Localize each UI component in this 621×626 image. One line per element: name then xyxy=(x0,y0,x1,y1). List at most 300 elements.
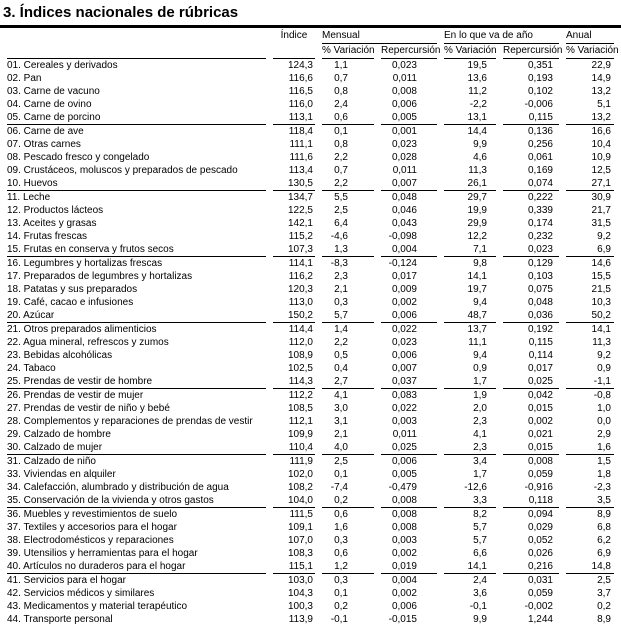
row-label: 13. Aceites y grasas xyxy=(7,218,97,229)
mensual-repercusion-value: 0,004 xyxy=(381,243,437,257)
indice-value: 114,4 xyxy=(288,324,313,335)
mensual-repercusion-value: 0,037 xyxy=(381,375,437,389)
column-group-anual: Anual xyxy=(566,29,614,44)
ytd-variacion-value: 29,7 xyxy=(467,192,487,203)
ytd-repercusion-value: 0,025 xyxy=(503,375,559,389)
table-row xyxy=(7,191,614,204)
ytd-repercusion-value: 0,169 xyxy=(527,165,553,176)
anual-variacion-value: 14,1 xyxy=(591,324,611,335)
anual-variacion-value: 6,9 xyxy=(566,243,614,257)
table-row xyxy=(7,613,614,626)
indice-value: 111,6 xyxy=(289,152,313,163)
ytd-variacion-value: 4,6 xyxy=(473,152,487,163)
anual-variacion-value: 10,3 xyxy=(591,297,611,308)
mensual-repercusion-value: -0,124 xyxy=(388,258,417,269)
anual-variacion-value: 13,2 xyxy=(591,86,611,97)
indice-value: 122,5 xyxy=(287,205,313,216)
mensual-variacion-value: 0,2 xyxy=(322,494,374,508)
mensual-variacion-value: 0,8 xyxy=(334,86,348,97)
indice-value: 116,2 xyxy=(288,271,313,282)
indice-value: 114,3 xyxy=(273,375,315,389)
table-row xyxy=(7,243,614,257)
ytd-repercusion-value: 0,026 xyxy=(527,548,553,559)
ytd-repercusion-value: 0,115 xyxy=(528,337,553,348)
ytd-repercusion-value: 0,002 xyxy=(527,416,553,427)
ytd-variacion-value: 14,1 xyxy=(444,560,496,574)
mensual-variacion-value: 0,2 xyxy=(334,601,348,612)
anual-variacion-value: 13,2 xyxy=(566,111,614,125)
table-row xyxy=(7,336,614,349)
anual-variacion-value: 0,2 xyxy=(597,601,611,612)
indice-value: 115,2 xyxy=(288,231,313,242)
anual-variacion-value: 2,9 xyxy=(597,429,611,440)
indice-value: 102,5 xyxy=(287,363,313,374)
anual-variacion-value: 8,9 xyxy=(597,509,611,520)
ytd-variacion-value: 4,1 xyxy=(473,429,487,440)
mensual-repercusion-value: 0,002 xyxy=(391,548,417,559)
row-label: 26. Prendas de vestir de mujer xyxy=(7,390,144,401)
ytd-variacion-value: 6,6 xyxy=(473,548,487,559)
table-row xyxy=(7,547,614,560)
table-row xyxy=(7,362,614,375)
anual-variacion-value: 1,6 xyxy=(566,441,614,455)
mensual-repercusion-value: -0,479 xyxy=(388,482,417,493)
mensual-variacion-value: 2,7 xyxy=(322,375,374,389)
indice-value: 112,0 xyxy=(288,337,313,348)
ytd-repercusion-value: 0,048 xyxy=(527,297,553,308)
row-label: 15. Frutas en conserva y frutos secos xyxy=(7,243,266,257)
row-label: 07. Otras carnes xyxy=(7,139,81,150)
indice-value: 107,3 xyxy=(273,243,315,257)
table-row xyxy=(7,349,614,362)
mensual-repercusion-value: 0,023 xyxy=(391,139,417,150)
table-row xyxy=(7,230,614,243)
table-row xyxy=(7,323,614,336)
anual-variacion-value: 14,9 xyxy=(591,73,611,84)
anual-variacion-value: 14,6 xyxy=(591,258,611,269)
mensual-repercusion-value: 0,011 xyxy=(392,429,417,440)
ytd-repercusion-value: 1,244 xyxy=(527,614,553,625)
ytd-repercusion-value: 0,136 xyxy=(527,126,553,137)
table-row xyxy=(7,508,614,521)
mensual-variacion-value: 0,1 xyxy=(334,588,348,599)
row-label: 09. Crustáceos, moluscos y preparados de pescado xyxy=(7,165,238,176)
mensual-repercusion-value: 0,003 xyxy=(391,416,417,427)
table-row xyxy=(7,481,614,494)
indice-value: 112,1 xyxy=(288,416,313,427)
anual-variacion-value: 2,5 xyxy=(597,575,611,586)
ytd-repercusion-value: -0,002 xyxy=(524,601,553,612)
mensual-repercusion-value: 0,011 xyxy=(392,73,417,84)
row-label: 28. Complementos y reparaciones de prendas de vestir xyxy=(7,416,253,427)
mensual-repercusion-value: 0,006 xyxy=(381,309,437,323)
row-label: 14. Frutas frescas xyxy=(7,231,88,242)
anual-variacion-value: 27,1 xyxy=(566,177,614,191)
indice-value: 113,9 xyxy=(288,614,313,625)
ytd-repercusion-value: 0,232 xyxy=(527,231,553,242)
ytd-variacion-value: -2,2 xyxy=(469,99,487,110)
mensual-repercusion-value: 0,008 xyxy=(381,494,437,508)
anual-variacion-value: 15,5 xyxy=(591,271,611,282)
row-label: 23. Bebidas alcohólicas xyxy=(7,350,113,361)
row-label: 21. Otros preparados alimenticios xyxy=(7,324,157,335)
ytd-variacion-value: 13,1 xyxy=(444,111,496,125)
ytd-variacion-value: 14,4 xyxy=(467,126,487,137)
mensual-variacion-value: 4,1 xyxy=(334,390,348,401)
mensual-variacion-value: 0,6 xyxy=(334,548,348,559)
row-label: 17. Preparados de legumbres y hortalizas xyxy=(7,271,193,282)
ytd-variacion-value: 19,9 xyxy=(467,205,487,216)
row-label: 42. Servicios médicos y similares xyxy=(7,588,155,599)
anual-variacion-value: 11,3 xyxy=(592,337,611,348)
mensual-repercusion-value: 0,046 xyxy=(391,205,417,216)
anual-variacion-value: 3,5 xyxy=(566,494,614,508)
table-row xyxy=(7,257,614,270)
ytd-repercusion-value: 0,021 xyxy=(527,429,553,440)
ytd-repercusion-value: 0,031 xyxy=(527,575,553,586)
indice-value: 116,0 xyxy=(288,99,313,110)
indice-value: 108,9 xyxy=(287,350,313,361)
row-label: 34. Calefacción, alumbrado y distribución de agua xyxy=(7,482,229,493)
row-label: 08. Pescado fresco y congelado xyxy=(7,152,150,163)
mensual-repercusion-value: 0,007 xyxy=(391,363,417,374)
mensual-repercusion-value: 0,048 xyxy=(391,192,417,203)
row-label: 24. Tabaco xyxy=(7,363,56,374)
anual-variacion-value: 12,5 xyxy=(591,165,611,176)
mensual-repercusion-value: 0,006 xyxy=(391,99,417,110)
mensual-variacion-value: 2,3 xyxy=(334,271,348,282)
label-column-header xyxy=(7,29,266,59)
mensual-repercusion-value: 0,017 xyxy=(391,271,417,282)
mensual-repercusion-value: 0,028 xyxy=(391,152,417,163)
mensual-repercusion-value: -0,098 xyxy=(388,231,417,242)
ytd-variacion-value: 7,1 xyxy=(444,243,496,257)
ytd-variacion-value: 48,7 xyxy=(444,309,496,323)
mensual-variacion-value: 1,6 xyxy=(334,522,348,533)
row-label: 37. Textiles y accesorios para el hogar xyxy=(7,522,177,533)
ytd-variacion-value: 11,1 xyxy=(468,337,487,348)
mensual-repercusion-value: 0,083 xyxy=(391,390,417,401)
ytd-variacion-value: 19,5 xyxy=(467,60,487,71)
mensual-repercusion-value: 0,004 xyxy=(391,575,417,586)
anual-variacion-value: 50,2 xyxy=(566,309,614,323)
indice-value: 112,2 xyxy=(288,390,313,401)
ytd-variacion-value: 2,4 xyxy=(473,575,487,586)
title-rule xyxy=(0,25,621,28)
indice-value: 104,0 xyxy=(273,494,315,508)
ytd-variacion-value: 3,6 xyxy=(473,588,487,599)
anual-variacion-value: 1,0 xyxy=(597,403,611,414)
mensual-repercusion-value: 0,002 xyxy=(391,297,417,308)
table-row xyxy=(7,111,614,125)
anual-variacion-value: 10,9 xyxy=(591,152,611,163)
row-label: 19. Café, cacao e infusiones xyxy=(7,297,134,308)
mensual-repercusion-value: 0,025 xyxy=(381,441,437,455)
ytd-variacion-value: 1,9 xyxy=(473,390,487,401)
row-label: 30. Calzado de mujer xyxy=(7,441,266,455)
row-label: 10. Huevos xyxy=(7,177,266,191)
ytd-repercusion-value: 0,074 xyxy=(503,177,559,191)
table-row xyxy=(7,204,614,217)
ytd-repercusion-value: 0,222 xyxy=(527,192,553,203)
mensual-repercusion-value: 0,008 xyxy=(391,86,417,97)
ytd-repercusion-value: 0,103 xyxy=(527,271,553,282)
anual-variacion-value: 5,1 xyxy=(597,99,611,110)
ytd-variacion-value: 5,7 xyxy=(473,522,487,533)
indice-value: 113,1 xyxy=(273,111,315,125)
table-row xyxy=(7,600,614,613)
row-label: 18. Patatas y sus preparados xyxy=(7,284,138,295)
table-row xyxy=(7,441,614,455)
table-row xyxy=(7,560,614,574)
mensual-variacion-value: 0,3 xyxy=(334,535,348,546)
ytd-variacion-value: -0,1 xyxy=(469,601,487,612)
ytd-repercusion-value: 0,114 xyxy=(528,350,553,361)
ytd-variacion-value: 5,7 xyxy=(473,535,487,546)
table-row xyxy=(7,138,614,151)
table-row xyxy=(7,59,614,72)
mensual-repercusion-value: 0,008 xyxy=(391,522,417,533)
ytd-repercusion-value: 0,059 xyxy=(527,469,553,480)
indice-value: 107,0 xyxy=(287,535,313,546)
table-row xyxy=(7,309,614,323)
column-header-indice: Índice xyxy=(273,29,315,59)
row-label: 40. Artículos no duraderos para el hogar xyxy=(7,560,266,574)
indice-value: 115,1 xyxy=(273,560,315,574)
subheader-mensual-variacion: % Variación xyxy=(322,44,374,59)
mensual-variacion-value: 2,4 xyxy=(334,99,348,110)
mensual-variacion-value: 0,1 xyxy=(334,469,348,480)
subheader-mensual-repercusion: Repercursión xyxy=(381,44,437,59)
table-row xyxy=(7,125,614,138)
indice-value: 116,5 xyxy=(288,86,313,97)
mensual-repercusion-value: 0,043 xyxy=(391,218,417,229)
ytd-variacion-value: 12,2 xyxy=(467,231,487,242)
anual-variacion-value: 1,5 xyxy=(597,456,611,467)
mensual-variacion-value: 2,2 xyxy=(334,152,348,163)
table-row xyxy=(7,283,614,296)
ytd-variacion-value: 2,0 xyxy=(473,403,487,414)
mensual-variacion-value: 2,1 xyxy=(334,284,348,295)
indice-value: 124,3 xyxy=(287,60,313,71)
table-row xyxy=(7,574,614,587)
anual-variacion-value: 22,9 xyxy=(591,60,611,71)
indice-value: 142,1 xyxy=(287,218,313,229)
indice-value: 120,3 xyxy=(287,284,313,295)
mensual-repercusion-value: 0,023 xyxy=(391,337,417,348)
row-label: 36. Muebles y revestimientos de suelo xyxy=(7,509,178,520)
row-label: 44. Transporte personal xyxy=(7,614,113,625)
mensual-variacion-value: 1,4 xyxy=(334,324,348,335)
table-row xyxy=(7,296,614,309)
ytd-repercusion-value: 0,115 xyxy=(503,111,559,125)
mensual-variacion-value: 1,1 xyxy=(334,60,348,71)
mensual-repercusion-value: 0,001 xyxy=(391,126,417,137)
ytd-repercusion-value: 0,015 xyxy=(527,403,553,414)
anual-variacion-value: 6,8 xyxy=(597,522,611,533)
ytd-variacion-value: 11,2 xyxy=(468,86,487,97)
row-label: 20. Azúcar xyxy=(7,309,266,323)
table-row xyxy=(7,98,614,111)
indice-value: 104,3 xyxy=(287,588,313,599)
anual-variacion-value: 10,4 xyxy=(591,139,611,150)
ytd-repercusion-value: 0,102 xyxy=(527,86,553,97)
indice-value: 150,2 xyxy=(273,309,315,323)
mensual-variacion-value: 3,0 xyxy=(334,403,348,414)
ytd-variacion-value: 11,3 xyxy=(468,165,487,176)
mensual-variacion-value: 6,4 xyxy=(334,218,348,229)
indice-value: 130,5 xyxy=(273,177,315,191)
ytd-repercusion-value: 0,023 xyxy=(503,243,559,257)
header-group-row xyxy=(7,29,614,44)
mensual-variacion-value: 2,5 xyxy=(334,456,348,467)
ytd-repercusion-value: 0,008 xyxy=(527,456,553,467)
mensual-repercusion-value: 0,023 xyxy=(391,60,417,71)
ytd-repercusion-value: 0,015 xyxy=(503,441,559,455)
ytd-repercusion-value: 0,351 xyxy=(527,60,553,71)
row-label: 12. Productos lácteos xyxy=(7,205,104,216)
ytd-repercusion-value: 0,017 xyxy=(527,363,553,374)
row-label: 05. Carne de porcino xyxy=(7,111,266,125)
ytd-repercusion-value: 0,339 xyxy=(527,205,553,216)
ytd-repercusion-value: 0,052 xyxy=(527,535,553,546)
ytd-repercusion-value: 0,059 xyxy=(527,588,553,599)
mensual-repercusion-value: 0,005 xyxy=(381,111,437,125)
mensual-variacion-value: -4,6 xyxy=(330,231,348,242)
document-page xyxy=(0,5,621,626)
ytd-variacion-value: 29,9 xyxy=(467,218,487,229)
anual-variacion-value: -2,3 xyxy=(593,482,611,493)
ytd-variacion-value: 9,9 xyxy=(473,614,487,625)
indice-value: 109,1 xyxy=(287,522,313,533)
row-label: 29. Calzado de hombre xyxy=(7,429,111,440)
row-label: 01. Cereales y derivados xyxy=(7,60,118,71)
subheader-ytd-repercusion: Repercursión xyxy=(503,44,559,59)
table-row xyxy=(7,375,614,389)
anual-variacion-value: 14,8 xyxy=(566,560,614,574)
indice-value: 110,4 xyxy=(273,441,315,455)
row-label: 22. Agua mineral, refrescos y zumos xyxy=(7,337,169,348)
ytd-variacion-value: -12,6 xyxy=(464,482,487,493)
ytd-repercusion-value: 0,256 xyxy=(527,139,553,150)
table-row xyxy=(7,455,614,468)
mensual-variacion-value: -7,4 xyxy=(330,482,348,493)
ytd-variacion-value: 1,7 xyxy=(444,375,496,389)
anual-variacion-value: 6,9 xyxy=(597,548,611,559)
row-label: 43. Medicamentos y material terapéutico xyxy=(7,601,188,612)
mensual-repercusion-value: -0,015 xyxy=(388,614,417,625)
ytd-variacion-value: 8,2 xyxy=(473,509,487,520)
mensual-variacion-value: 0,3 xyxy=(334,575,348,586)
ytd-repercusion-value: 0,193 xyxy=(527,73,553,84)
mensual-repercusion-value: 0,002 xyxy=(391,588,417,599)
ytd-variacion-value: 0,9 xyxy=(473,363,487,374)
indice-value: 114,1 xyxy=(288,258,313,269)
table-row xyxy=(7,85,614,98)
anual-variacion-value: 8,9 xyxy=(597,614,611,625)
row-label: 25. Prendas de vestir de hombre xyxy=(7,375,266,389)
row-label: 41. Servicios para el hogar xyxy=(7,575,126,586)
anual-variacion-value: 21,5 xyxy=(591,284,611,295)
mensual-variacion-value: 2,2 xyxy=(322,177,374,191)
mensual-repercusion-value: 0,019 xyxy=(381,560,437,574)
indice-value: 108,3 xyxy=(287,548,313,559)
ytd-repercusion-value: -0,006 xyxy=(524,99,553,110)
row-label: 16. Legumbres y hortalizas frescas xyxy=(7,258,163,269)
indice-value: 100,3 xyxy=(287,601,313,612)
mensual-repercusion-value: 0,006 xyxy=(391,456,417,467)
ytd-repercusion-value: 0,036 xyxy=(503,309,559,323)
page-title: 3. Índices nacionales de rúbricas xyxy=(3,4,239,21)
anual-variacion-value: 31,5 xyxy=(591,218,611,229)
anual-variacion-value: 9,2 xyxy=(597,350,611,361)
ytd-variacion-value: 14,1 xyxy=(467,271,487,282)
mensual-repercusion-value: 0,022 xyxy=(391,324,417,335)
ytd-repercusion-value: 0,192 xyxy=(527,324,553,335)
table-row xyxy=(7,468,614,481)
table-row xyxy=(7,402,614,415)
anual-variacion-value: 0,9 xyxy=(597,363,611,374)
indice-value: 113,4 xyxy=(288,165,313,176)
ytd-repercusion-value: -0,916 xyxy=(524,482,553,493)
indice-value: 111,5 xyxy=(289,509,313,520)
row-label: 04. Carne de ovino xyxy=(7,99,92,110)
rubricas-table xyxy=(0,29,621,626)
mensual-variacion-value: 0,5 xyxy=(334,350,348,361)
mensual-variacion-value: 0,3 xyxy=(334,297,348,308)
row-label: 27. Prendas de vestir de niño y bebé xyxy=(7,403,170,414)
anual-variacion-value: -1,1 xyxy=(566,375,614,389)
indice-value: 109,9 xyxy=(287,429,313,440)
mensual-repercusion-value: 0,022 xyxy=(391,403,417,414)
ytd-variacion-value: 9,9 xyxy=(473,139,487,150)
column-group-mensual: Mensual xyxy=(322,29,437,44)
ytd-repercusion-value: 0,174 xyxy=(527,218,553,229)
ytd-variacion-value: 2,3 xyxy=(444,441,496,455)
anual-variacion-value: 9,2 xyxy=(597,231,611,242)
mensual-variacion-value: -0,1 xyxy=(330,614,348,625)
mensual-repercusion-value: 0,008 xyxy=(391,509,417,520)
table-row xyxy=(7,177,614,191)
indice-value: 111,9 xyxy=(289,456,313,467)
table-row xyxy=(7,428,614,441)
indice-value: 111,1 xyxy=(289,139,313,150)
ytd-repercusion-value: 0,118 xyxy=(503,494,559,508)
anual-variacion-value: 6,2 xyxy=(597,535,611,546)
table-row xyxy=(7,217,614,230)
mensual-variacion-value: 1,2 xyxy=(322,560,374,574)
mensual-repercusion-value: 0,011 xyxy=(392,165,417,176)
mensual-variacion-value: 0,6 xyxy=(334,509,348,520)
row-label: 39. Utensilios y herramientas para el hogar xyxy=(7,548,198,559)
indice-value: 118,4 xyxy=(288,126,313,137)
mensual-variacion-value: -8,3 xyxy=(330,258,348,269)
mensual-repercusion-value: 0,006 xyxy=(391,601,417,612)
anual-variacion-value: 30,9 xyxy=(591,192,611,203)
mensual-variacion-value: 0,4 xyxy=(334,363,348,374)
row-label: 35. Conservación de la vivienda y otros gastos xyxy=(7,494,266,508)
indice-value: 116,6 xyxy=(288,73,313,84)
row-label: 02. Pan xyxy=(7,73,42,84)
subheader-anual-variacion: % Variación xyxy=(566,44,614,59)
anual-variacion-value: 21,7 xyxy=(591,205,611,216)
mensual-repercusion-value: 0,009 xyxy=(391,284,417,295)
table-row xyxy=(7,72,614,85)
anual-variacion-value: 1,8 xyxy=(597,469,611,480)
table-row xyxy=(7,587,614,600)
ytd-variacion-value: 9,8 xyxy=(473,258,487,269)
ytd-variacion-value: 13,6 xyxy=(467,73,487,84)
